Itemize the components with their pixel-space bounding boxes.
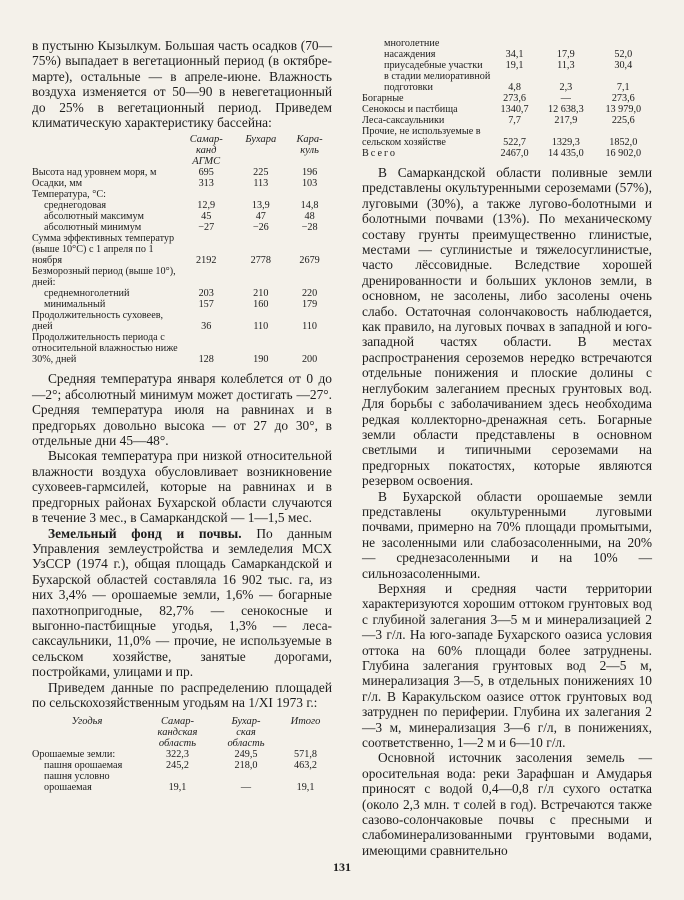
cell-value: 273,6: [611, 93, 635, 104]
cell-value: 522,7: [503, 137, 527, 148]
table-header-cell: [234, 134, 287, 167]
row-label: Безморозный период (выше 10°), дней:: [32, 266, 176, 289]
cell-value: [287, 266, 332, 288]
cell-value: 190: [253, 354, 269, 366]
paragraph: В Бухарской области орошаемые земли представлены окультуренными луговыми почвами, примерно на 70% площади промытыми, не засоленными или слабозасоленными, на 20% — среднезасоленными и на 10% — сильнозасоленными.: [362, 488, 652, 581]
col-header-bukhara-region: Бухар- ская область: [227, 716, 265, 750]
cell-value: 160: [253, 299, 269, 311]
table-row: [32, 310, 332, 332]
table-row: [362, 93, 652, 104]
col-header-land: Угодья: [71, 716, 103, 728]
cell-value: 19,1: [168, 782, 187, 794]
cell-value: 1340,7: [500, 104, 529, 115]
cell-value: 19,1: [296, 782, 315, 794]
row-label: минимальный: [44, 299, 106, 311]
table-row: [32, 288, 332, 299]
col-header-bukhara: Бухара: [245, 134, 277, 146]
cell-value: 1329,3: [551, 137, 580, 148]
table-row: [32, 233, 332, 266]
table-row: [32, 211, 332, 222]
row-label: Сенокосы и пастбища: [362, 104, 458, 115]
cell-value: [234, 189, 287, 200]
table-header-row: [32, 134, 332, 167]
paragraph: В Самаркандской области поливные земли представлены окультуренными сероземами (57%), луговыми (30%), а также лугово-болотными и болотными почвами (13%). По механическому составу грунты преимущественно глинистые, местами — суглинистые и тяжелосуглинистые, часто лёссовидные. Вследствие хорошей дренированности и больших уклонов земли, в основном, не засолены, либо засолены очень слабо. Остаточная солончаковость наблюдается, как правило, на луговых почвах в западной и юго-западной частях области. В местах распространения сероземов нередко встречаются отдельные понижения и плоские долины с неглубоким залеганием пресных грунтовых вод. Для борьбы с заболачиванием здесь необходима редкая коллекторно-дренажная сеть. Богарные земли области представлены в основном светлыми и типичными сероземами на предгорных покатостях, которые являются резервом освоения.: [362, 165, 652, 489]
row-label: Продолжительность суховеев, дней: [32, 310, 164, 333]
table-row: [32, 266, 332, 288]
row-label: Орошаемые земли:: [32, 749, 116, 761]
table-row: [362, 38, 652, 60]
row-label: Продолжительность периода с относительной влажностью ниже 30%, дней: [32, 332, 178, 366]
col-header-samarkand-region: Самар- кандская область: [157, 716, 198, 750]
cell-value: 14,8: [300, 200, 319, 212]
cell-value: 2679: [299, 255, 320, 267]
cell-value: 47: [255, 211, 266, 223]
paragraph: [32, 526, 332, 680]
table-row: [32, 760, 332, 771]
table-row: [32, 200, 332, 211]
cell-value: 17,9: [556, 49, 575, 60]
cell-value: [287, 189, 332, 200]
paragraph: Высокая температура при низкой относительной влажности воздуха обусловливает возникновение суховеев-гармсилей, которые на равнинах и в предгорных районах Бухарской области случаются в течение 3 мес., в Самаркандской — 1—1,5 мес.: [32, 448, 332, 526]
cell-value: 4,8: [508, 82, 521, 93]
cell-value: 2467,0: [500, 148, 529, 159]
cell-value: −28: [301, 222, 318, 234]
cell-value: —: [560, 93, 571, 104]
col-header-total: Итого: [290, 716, 321, 728]
cell-value: 110: [302, 321, 318, 333]
cell-value: −26: [252, 222, 269, 234]
cell-value: 322,3: [166, 749, 189, 761]
cell-value: 128: [198, 354, 214, 366]
row-label: Всего: [362, 148, 397, 159]
table-row: [32, 178, 332, 189]
table-row: [32, 222, 332, 233]
cell-value: 13,9: [251, 200, 270, 212]
cell-value: 571,8: [294, 749, 317, 761]
row-label: среднегодовая: [44, 200, 107, 212]
cell-value: 273,6: [503, 93, 527, 104]
cell-value: 30,4: [614, 60, 633, 71]
paragraph: Основной источник засоления земель — оросительная вода: реки Зарафшан и Амударья приносят с водой 0,4—0,8 г/л сухого остатка (около 2,3 млн. т солей в год). Встречаются также сазово-солончаковые почвы с пресными и слабоминерализованными грунтовыми водами, имеющими сравнительно: [362, 750, 652, 858]
paragraph: Средняя температура января колеблется от 0 до —2°; абсолютный минимум может достигать —27°. Средняя температура июля на равнинах и в предгорьях довольно высока — от 27 до 30°, в отдельные дни 45—48°.: [32, 371, 332, 449]
row-label: Богарные: [362, 93, 404, 104]
row-label: в стадии мелиоративной подготовки: [384, 71, 491, 93]
cell-value: 48: [304, 211, 315, 223]
table-header-cell: [32, 716, 142, 749]
cell-value: 249,5: [234, 749, 258, 761]
row-label: Осадки, мм: [32, 178, 83, 190]
cell-value: 110: [253, 321, 269, 333]
cell-value: 695: [198, 167, 214, 179]
cell-value: 313: [198, 178, 214, 190]
table-header-cell: [32, 134, 178, 167]
cell-value: 245,2: [166, 760, 189, 772]
cell-value: 210: [253, 288, 269, 300]
table-header-cell: [213, 716, 279, 749]
left-column: [32, 38, 332, 793]
cell-value: 103: [301, 178, 318, 190]
cell-value: 196: [301, 167, 318, 179]
table-header-row: [32, 716, 332, 749]
table-row: [32, 749, 332, 760]
row-label: Прочие, не используемые в сельском хозяйстве: [362, 126, 481, 148]
cell-value: 225: [253, 167, 269, 179]
cell-value: 218,0: [234, 760, 258, 772]
cell-value: 14 435,0: [548, 148, 584, 159]
cell-value: 2778: [250, 255, 271, 267]
cell-value: 225,6: [611, 115, 635, 126]
table-row: [32, 189, 332, 200]
table-header-cell: [287, 134, 332, 167]
cell-value: 52,0: [614, 49, 633, 60]
cell-value: [234, 266, 287, 288]
row-label: Сумма эффективных температур (выше 10°С) с 1 апреля по 1 ноября: [32, 233, 175, 267]
row-label: абсолютный максимум: [44, 211, 144, 223]
cell-value: 217,9: [554, 115, 578, 126]
cell-value: 34,1: [505, 49, 524, 60]
land-table: [32, 716, 332, 793]
paragraph-text: По данным Управления землеустройства и земледелия МСХ УзССР (1974 г.), общая площадь Самаркандской и Бухарской областей составляла 16 902 тыс. га, из них 3,4% — орошаемые земли, 1,6% — богарные пахотнопригодные, 82,7% — сенокосные и выгонно-пастбищные угодья, 1,3% — леса-саксаульники, 11,0% — прочие, не используемые в сельском хозяйстве, занятые дорогами, постройками, улицами и пр.: [32, 525, 332, 680]
cell-value: 7,1: [616, 82, 630, 93]
table-header-cell: [279, 716, 332, 749]
page-number: 131: [333, 860, 351, 874]
cell-value: 16 902,0: [605, 148, 642, 159]
cell-value: −27: [198, 222, 215, 234]
row-label: среднемноголетний: [44, 288, 130, 300]
row-label: приусадебные участки: [384, 60, 483, 71]
right-column: [362, 38, 652, 858]
table-row: [362, 104, 652, 115]
table-row: [362, 71, 652, 93]
cell-value: 2192: [196, 255, 217, 267]
cell-value: 45: [201, 211, 212, 223]
row-label: Температура, °С:: [32, 189, 106, 201]
cell-value: 19,1: [505, 60, 524, 71]
table-row: [362, 115, 652, 126]
cell-value: 2,3: [559, 82, 573, 93]
table-row: [362, 148, 652, 159]
table-row: [32, 299, 332, 310]
table-row: [362, 126, 652, 148]
cell-value: 463,2: [294, 760, 317, 772]
cell-value: [178, 266, 234, 288]
table-row: [362, 60, 652, 71]
table-row: [32, 332, 332, 365]
cell-value: 203: [198, 288, 214, 300]
cell-value: 11,3: [557, 60, 575, 71]
col-header-karakul: Кара- куль: [296, 134, 323, 157]
cell-value: 12 638,3: [548, 104, 584, 115]
cell-value: 157: [198, 299, 214, 311]
cell-value: [178, 189, 234, 200]
cell-value: 36: [201, 321, 212, 333]
col-header-samarkand: Самар- канд АГМС: [189, 134, 223, 168]
paragraph: в пустыню Кызылкум. Большая часть осадков (70—75%) выпадает в вегетационный период (в октябре-марте), остальные — в апреле-июне. Влажность воздуха изменяется от 50—90 в невегетационный до 25% в вегетационный период. Приведем климатическую характеристику бассейна:: [32, 38, 332, 131]
table-header-cell: [142, 716, 213, 749]
table-row: [32, 771, 332, 793]
cell-value: 220: [301, 288, 318, 300]
land-table-continued: [362, 38, 652, 159]
row-label: пашня условно орошаемая: [44, 771, 110, 794]
paragraph: Приведем данные по распределению площадей по сельскохозяйственным угодьям на 1/XI 1973 г.:: [32, 679, 332, 710]
cell-value: —: [240, 782, 252, 794]
row-label: абсолютный минимум: [44, 222, 142, 234]
table-header-cell: [178, 134, 234, 167]
cell-value: 1852,0: [609, 137, 638, 148]
section-heading: Земельный фонд и почвы.: [48, 525, 242, 541]
cell-value: 7,7: [508, 115, 521, 126]
cell-value: 12,9: [197, 200, 216, 212]
climate-table: [32, 134, 332, 365]
cell-value: 200: [301, 354, 318, 366]
cell-value: 113: [253, 178, 269, 190]
row-label: многолетние насаждения: [384, 38, 440, 60]
row-label: пашня орошаемая: [44, 760, 123, 772]
row-label: Леса-саксаульники: [362, 115, 445, 126]
cell-value: 13 979,0: [605, 104, 642, 115]
table-row: [32, 167, 332, 178]
row-label: Высота над уровнем моря, м: [32, 167, 157, 179]
paragraph: Верхняя и средняя части территории характеризуются хорошим оттоком грунтовых вод с глубиной залегания 3—5 м и минерализацией 2—3 г/л. На юго-западе Бухарского оазиса условия оттока на 60% площади более затруднены. Глубина залегания грунтовых вод 2—5 м, минерализация 3—5, в отдельных понижениях 10 г/л. В Каракульском оазисе отток грунтовых вод затруднен по периферии. Глубина их залегания 2—3 м, минерализация 3—6 г/л, в понижениях, соответственно, 1—2 м и 6—10 г/л.: [362, 580, 652, 751]
cell-value: 179: [301, 299, 318, 311]
